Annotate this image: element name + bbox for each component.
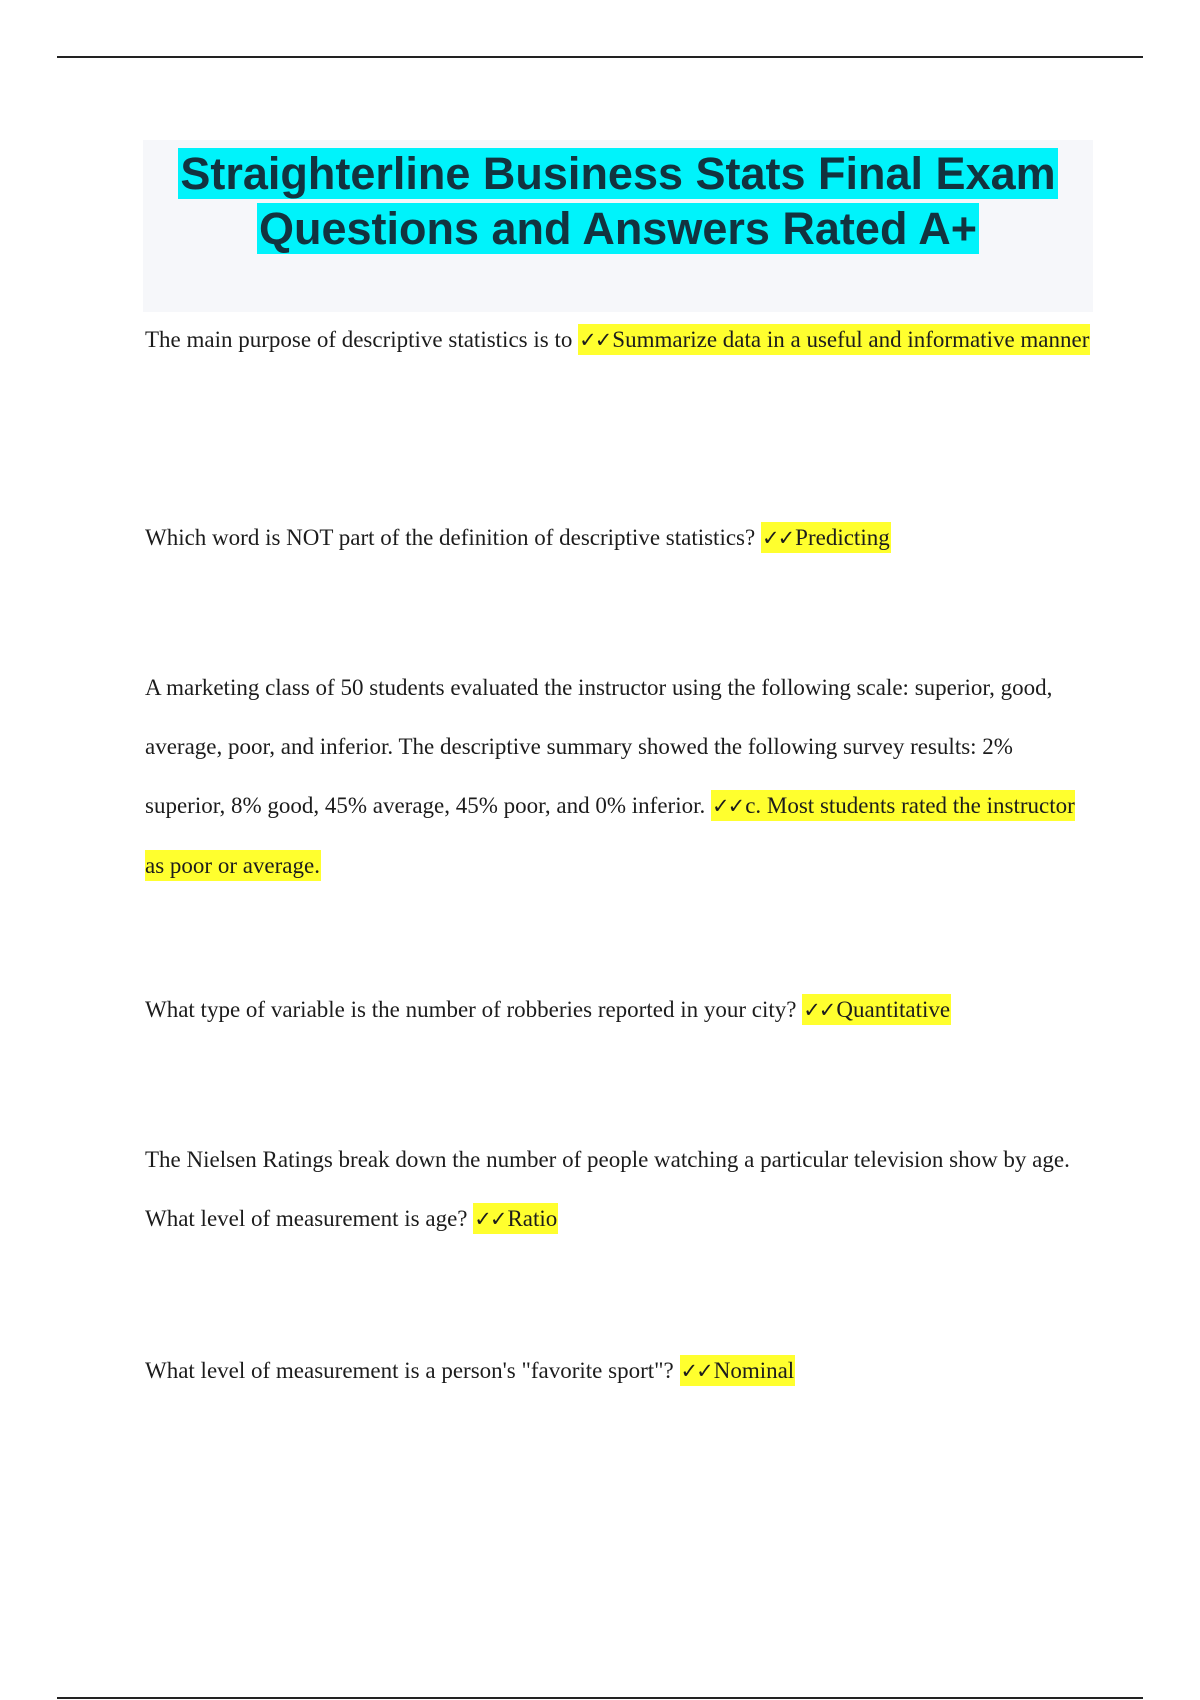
question-text: What level of measurement is a person's "favorite sport"? [145, 1358, 680, 1383]
answer-highlight [761, 522, 891, 553]
question-text: What type of variable is the number of robberies reported in your city? [145, 997, 803, 1022]
answer-text: Nominal [713, 1358, 795, 1383]
question-text: A marketing class of 50 students evaluated the instructor using the following scale: superior, good, average, poor, and inferior. The descriptive summary showed the following survey results: 2% superior, 8% good, 45% average, 45% poor, and 0% inferior. [145, 675, 1053, 818]
double-check-icon: ✓✓ [579, 328, 611, 352]
qa-item-1 [145, 310, 1095, 370]
answer-highlight [473, 1203, 558, 1234]
title-block [143, 140, 1093, 312]
question-text: The Nielsen Ratings break down the number of people watching a particular television show by age. What level of measurement is age? [145, 1147, 1070, 1231]
qa-item-3 [145, 658, 1095, 895]
qa-item-5 [145, 1130, 1095, 1249]
qa-item-2 [145, 520, 1095, 556]
title-line-1: Straighterline Business Stats Final Exam [180, 148, 1056, 199]
answer-text: Summarize data in a useful and informative manner [612, 327, 1090, 352]
qa-item-6 [145, 1353, 1095, 1389]
double-check-icon: ✓✓ [803, 998, 835, 1022]
bottom-rule [57, 1697, 1143, 1699]
answer-text: c. Most students rated the instructor as poor or average. [145, 793, 1075, 878]
top-rule [57, 56, 1143, 58]
answer-highlight [802, 994, 951, 1025]
question-text: Which word is NOT part of the definition of descriptive statistics? [145, 525, 761, 550]
double-check-icon: ✓✓ [761, 526, 794, 550]
title-line-2: Questions and Answers Rated A+ [258, 203, 978, 254]
double-check-icon: ✓✓ [711, 794, 744, 818]
document-title [143, 140, 1093, 256]
double-check-icon: ✓✓ [474, 1207, 506, 1231]
double-check-icon: ✓✓ [680, 1359, 712, 1383]
qa-item-4 [145, 992, 1095, 1028]
question-text: The main purpose of descriptive statistics is to [145, 327, 579, 352]
answer-highlight [680, 1355, 796, 1386]
answer-text: Predicting [795, 525, 890, 550]
answer-text: Quantitative [836, 997, 951, 1022]
answer-highlight [578, 324, 1090, 355]
answer-text: Ratio [507, 1206, 558, 1231]
